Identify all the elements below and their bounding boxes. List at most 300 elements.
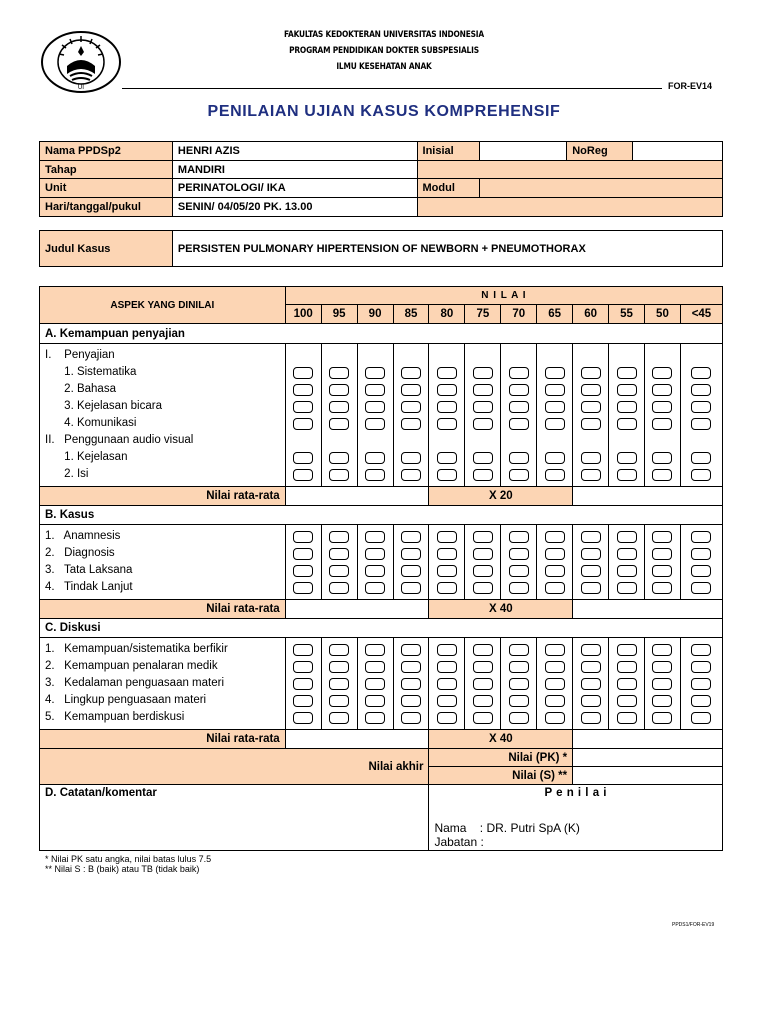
score-checkbox[interactable] [293,582,313,594]
score-checkbox[interactable] [509,661,529,673]
score-checkbox[interactable] [365,644,385,656]
score-checkbox[interactable] [617,565,637,577]
score-checkbox[interactable] [365,367,385,379]
weighted-field-a[interactable] [573,487,723,506]
score-checkbox[interactable] [437,548,457,560]
score-checkbox[interactable] [545,469,565,481]
score-checkbox[interactable] [691,367,711,379]
score-checkbox[interactable] [509,401,529,413]
score-checkbox[interactable] [509,712,529,724]
section-c-title: C. Diskusi [40,619,723,638]
score-checkbox[interactable] [509,418,529,430]
penilai-block [429,785,723,851]
score-checkbox[interactable] [652,678,672,690]
score-checkbox[interactable] [365,712,385,724]
score-checkbox[interactable] [401,531,421,543]
score-checkbox[interactable] [473,661,493,673]
modul-label: Modul [417,179,480,198]
score-checkbox[interactable] [437,469,457,481]
score-85: 85 [393,305,429,324]
score-checkbox-column [285,344,321,487]
avg-label-a: Nilai rata-rata [40,487,286,506]
score-checkbox[interactable] [581,582,601,594]
score-checkbox-column [573,638,609,730]
nama-label: Nama PPDSp2 [40,142,173,161]
score-checkbox[interactable] [365,469,385,481]
score-checkbox[interactable] [365,695,385,707]
score-checkbox[interactable] [365,661,385,673]
score-checkbox-column [644,344,680,487]
score-checkbox-column [537,525,573,600]
score-checkbox[interactable] [473,565,493,577]
score-checkbox[interactable] [293,401,313,413]
score-70: 70 [501,305,537,324]
score-checkbox[interactable] [365,384,385,396]
score-checkbox[interactable] [293,452,313,464]
score-checkbox[interactable] [401,418,421,430]
svg-text:UI: UI [77,84,85,91]
score-checkbox-column [321,344,357,487]
section-a-items [40,344,286,487]
score-checkbox[interactable] [545,582,565,594]
score-checkbox[interactable] [691,401,711,413]
participant-info-table [39,141,723,217]
score-checkbox[interactable] [652,582,672,594]
document-code: PPDS1/FOR-EV19 [672,922,715,928]
score-checkbox[interactable] [617,367,637,379]
score-checkbox[interactable] [473,469,493,481]
footnote-s: ** Nilai S : B (baik) atau TB (tidak baik) [45,864,200,874]
case-title-table [39,230,723,267]
score-checkbox-column [393,638,429,730]
score-checkbox[interactable] [365,418,385,430]
score-checkbox[interactable] [473,452,493,464]
score-checkbox[interactable] [652,469,672,481]
score-checkbox[interactable] [293,531,313,543]
score-checkbox[interactable] [545,452,565,464]
score-checkbox[interactable] [329,695,349,707]
score-checkbox[interactable] [329,401,349,413]
score-checkbox-column [644,638,680,730]
multiplier-c: X 40 [429,730,573,749]
score-checkbox[interactable] [691,712,711,724]
avg-field-b[interactable] [285,600,429,619]
score-checkbox[interactable] [329,582,349,594]
score-checkbox-column [680,638,722,730]
item-penyajian: I. Penyajian [45,349,115,361]
score-checkbox[interactable] [691,582,711,594]
score-checkbox-column [321,525,357,600]
score-checkbox[interactable] [581,384,601,396]
item-kejelasan-bicara: 3. Kejelasan bicara [45,400,162,412]
item-penalaran-medik: 2. Kemampuan penalaran medik [45,660,218,672]
score-checkbox[interactable] [437,418,457,430]
score-checkbox[interactable] [473,531,493,543]
score-checkbox[interactable] [691,469,711,481]
score-checkbox[interactable] [617,418,637,430]
score-checkbox[interactable] [329,531,349,543]
score-checkbox[interactable] [691,644,711,656]
score-checkbox-column [501,525,537,600]
score-checkbox[interactable] [293,418,313,430]
score-checkbox[interactable] [401,367,421,379]
item-komunikasi: 4. Komunikasi [45,417,137,429]
score-checkbox[interactable] [652,452,672,464]
score-checkbox[interactable] [401,452,421,464]
score-checkbox[interactable] [652,384,672,396]
section-b-title: B. Kasus [40,506,723,525]
score-60: 60 [573,305,609,324]
score-checkbox[interactable] [329,469,349,481]
score-checkbox[interactable] [293,661,313,673]
section-a-title: A. Kemampuan penyajian [40,324,723,344]
nilai-s-field[interactable] [573,767,723,785]
score-checkbox-column [573,525,609,600]
score-checkbox[interactable] [545,695,565,707]
score-checkbox[interactable] [581,661,601,673]
item-diagnosis: 2. Diagnosis [45,547,115,559]
score-checkbox[interactable] [691,452,711,464]
score-checkbox[interactable] [401,582,421,594]
score-checkbox[interactable] [473,712,493,724]
score-checkbox[interactable] [329,548,349,560]
score-checkbox-column [680,525,722,600]
score-checkbox[interactable] [652,644,672,656]
score-checkbox[interactable] [473,548,493,560]
score-checkbox[interactable] [545,384,565,396]
score-checkbox[interactable] [509,367,529,379]
score-checkbox-column [393,344,429,487]
score-checkbox[interactable] [652,418,672,430]
score-checkbox[interactable] [509,531,529,543]
header-rule [122,88,662,89]
item-sistematika-berfikir: 1. Kemampuan/sistematika berfikir [45,643,228,655]
score-checkbox[interactable] [545,367,565,379]
score-checkbox[interactable] [691,695,711,707]
score-checkbox[interactable] [473,678,493,690]
score-checkbox[interactable] [581,367,601,379]
score-checkbox[interactable] [437,531,457,543]
score-checkbox[interactable] [581,548,601,560]
score-checkbox-column [465,525,501,600]
score-75: 75 [465,305,501,324]
score-checkbox-column [357,638,393,730]
score-checkbox-column [321,638,357,730]
weighted-field-c[interactable] [573,730,723,749]
score-checkbox[interactable] [652,367,672,379]
score-checkbox[interactable] [293,695,313,707]
score-checkbox[interactable] [293,548,313,560]
score-checkbox-column [680,344,722,487]
score-checkbox[interactable] [581,644,601,656]
score-checkbox[interactable] [581,565,601,577]
score-checkbox-column [537,344,573,487]
aspek-header: ASPEK YANG DINILAI [40,287,286,324]
score-checkbox-column [465,638,501,730]
score-checkbox[interactable] [401,469,421,481]
score-checkbox[interactable] [581,401,601,413]
item-tata-laksana: 3. Tata Laksana [45,564,133,576]
score-checkbox[interactable] [509,469,529,481]
item-lingkup-materi: 4. Lingkup penguasaan materi [45,694,207,706]
score-checkbox[interactable] [617,548,637,560]
score-checkbox[interactable] [617,644,637,656]
score-checkbox[interactable] [293,644,313,656]
multiplier-b: X 40 [429,600,573,619]
score-checkbox[interactable] [401,695,421,707]
score-lt45: <45 [680,305,722,324]
score-checkbox[interactable] [617,452,637,464]
tahap-value[interactable]: MANDIRI [172,161,417,179]
item-bahasa: 2. Bahasa [45,383,116,395]
score-checkbox[interactable] [437,452,457,464]
score-checkbox[interactable] [329,452,349,464]
score-checkbox-column [393,525,429,600]
nama-value[interactable]: HENRI AZIS [172,142,417,161]
item-anamnesis: 1. Anamnesis [45,530,121,542]
item-tindak-lanjut: 4. Tindak Lanjut [45,581,133,593]
score-checkbox[interactable] [329,367,349,379]
noreg-label: NoReg [567,142,633,161]
score-checkbox[interactable] [509,452,529,464]
score-checkbox[interactable] [329,712,349,724]
score-checkbox[interactable] [329,565,349,577]
score-checkbox[interactable] [652,565,672,577]
item-audio-visual: II. Penggunaan audio visual [45,434,194,446]
score-90: 90 [357,305,393,324]
score-checkbox[interactable] [473,695,493,707]
score-checkbox[interactable] [581,452,601,464]
section-c-items [40,638,286,730]
footnote-pk: * Nilai PK satu angka, nilai batas lulus 7.5 [45,854,212,864]
score-checkbox-column [501,638,537,730]
score-checkbox[interactable] [617,384,637,396]
score-checkbox[interactable] [691,565,711,577]
score-checkbox[interactable] [581,469,601,481]
score-checkbox[interactable] [401,384,421,396]
inisial-field[interactable] [480,142,567,161]
score-checkbox[interactable] [691,384,711,396]
judul-label: Judul Kasus [40,231,173,267]
score-checkbox[interactable] [581,418,601,430]
nilai-header: N I L A I [285,287,722,305]
score-checkbox[interactable] [617,531,637,543]
score-checkbox[interactable] [691,678,711,690]
faculty-name: FAKULTAS KEDOKTERAN UNIVERSITAS INDONESIA [284,30,484,40]
score-checkbox[interactable] [365,452,385,464]
score-checkbox[interactable] [473,644,493,656]
score-50: 50 [644,305,680,324]
score-checkbox[interactable] [545,401,565,413]
score-checkbox[interactable] [293,565,313,577]
score-checkbox[interactable] [365,678,385,690]
score-checkbox[interactable] [293,367,313,379]
score-checkbox[interactable] [365,565,385,577]
score-checkbox[interactable] [691,548,711,560]
item-kedalaman-materi: 3. Kedalaman penguasaan materi [45,677,225,689]
score-checkbox[interactable] [652,695,672,707]
score-checkbox[interactable] [329,661,349,673]
score-checkbox[interactable] [365,531,385,543]
score-checkbox[interactable] [473,384,493,396]
score-checkbox[interactable] [437,661,457,673]
score-checkbox[interactable] [545,678,565,690]
score-checkbox[interactable] [401,678,421,690]
score-checkbox[interactable] [401,401,421,413]
score-checkbox-column [285,525,321,600]
score-checkbox[interactable] [473,582,493,594]
score-checkbox-column [501,344,537,487]
judul-value[interactable]: PERSISTEN PULMONARY HIPERTENSION OF NEWBORN + PNEUMOTHORAX [172,231,722,267]
score-checkbox[interactable] [691,531,711,543]
score-checkbox[interactable] [401,565,421,577]
score-checkbox[interactable] [617,695,637,707]
avg-label-b: Nilai rata-rata [40,600,286,619]
item-isi: 2. Isi [45,468,89,480]
avg-field-a[interactable] [285,487,429,506]
hari-label: Hari/tanggal/pukul [40,198,173,217]
score-checkbox[interactable] [509,548,529,560]
nilai-pk-field[interactable] [573,749,723,767]
score-checkbox-column [609,344,645,487]
score-checkbox[interactable] [293,712,313,724]
score-checkbox[interactable] [652,661,672,673]
score-checkbox[interactable] [293,678,313,690]
score-checkbox[interactable] [617,712,637,724]
score-checkbox-column [429,525,465,600]
score-checkbox[interactable] [509,695,529,707]
score-checkbox[interactable] [652,712,672,724]
score-checkbox[interactable] [509,678,529,690]
department-name: ILMU KESEHATAN ANAK [336,62,432,72]
section-b-items [40,525,286,600]
item-berdiskusi: 5. Kemampuan berdiskusi [45,711,185,723]
score-checkbox[interactable] [545,418,565,430]
score-checkbox[interactable] [617,582,637,594]
score-checkbox[interactable] [473,418,493,430]
score-checkbox-column [429,344,465,487]
penilai-jabatan: Jabatan : [434,835,484,849]
score-checkbox[interactable] [329,678,349,690]
score-checkbox[interactable] [365,548,385,560]
score-checkbox-column [357,525,393,600]
score-checkbox[interactable] [652,548,672,560]
tahap-label: Tahap [40,161,173,179]
score-checkbox[interactable] [293,469,313,481]
item-sistematika: 1. Sistematika [45,366,137,378]
inisial-label: Inisial [417,142,480,161]
unit-value[interactable]: PERINATOLOGI/ IKA [172,179,417,198]
section-d-title: D. Catatan/komentar [45,787,157,799]
score-checkbox[interactable] [691,418,711,430]
score-checkbox[interactable] [401,712,421,724]
avg-label-c: Nilai rata-rata [40,730,286,749]
score-checkbox[interactable] [365,582,385,594]
score-checkbox[interactable] [437,678,457,690]
score-checkbox[interactable] [437,367,457,379]
score-checkbox[interactable] [401,644,421,656]
modul-field[interactable] [480,179,723,198]
score-checkbox[interactable] [293,384,313,396]
score-checkbox[interactable] [581,678,601,690]
penilai-title: P e n i l a i [544,787,607,799]
score-checkbox[interactable] [509,644,529,656]
score-checkbox[interactable] [581,712,601,724]
score-65: 65 [537,305,573,324]
blank-cell [417,198,722,217]
score-80: 80 [429,305,465,324]
page-title: PENILAIAN UJIAN KASUS KOMPREHENSIF [207,103,561,120]
form-number: FOR-EV14 [668,81,713,91]
score-checkbox[interactable] [473,401,493,413]
score-checkbox-column [609,525,645,600]
score-checkbox[interactable] [437,401,457,413]
score-checkbox[interactable] [545,565,565,577]
score-checkbox-column [285,638,321,730]
score-checkbox[interactable] [473,367,493,379]
score-checkbox[interactable] [509,565,529,577]
unit-label: Unit [40,179,173,198]
score-checkbox[interactable] [329,418,349,430]
catatan-field[interactable] [40,785,429,851]
score-100: 100 [285,305,321,324]
hari-value[interactable]: SENIN/ 04/05/20 PK. 13.00 [172,198,417,217]
score-checkbox[interactable] [617,661,637,673]
score-checkbox[interactable] [437,384,457,396]
score-checkbox[interactable] [509,384,529,396]
score-checkbox[interactable] [652,531,672,543]
program-name: PROGRAM PENDIDIKAN DOKTER SUBSPESIALIS [289,46,479,56]
score-checkbox[interactable] [437,644,457,656]
score-checkbox[interactable] [617,469,637,481]
score-checkbox[interactable] [617,401,637,413]
score-checkbox[interactable] [437,582,457,594]
score-checkbox[interactable] [545,661,565,673]
score-checkbox[interactable] [401,548,421,560]
score-checkbox[interactable] [401,661,421,673]
score-checkbox[interactable] [545,712,565,724]
score-checkbox[interactable] [581,695,601,707]
score-checkbox[interactable] [437,695,457,707]
score-checkbox[interactable] [509,582,529,594]
score-checkbox[interactable] [545,644,565,656]
item-kejelasan: 1. Kejelasan [45,451,128,463]
assessment-grid [39,286,723,851]
score-checkbox[interactable] [581,531,601,543]
score-checkbox[interactable] [545,531,565,543]
score-55: 55 [609,305,645,324]
multiplier-a: X 20 [429,487,573,506]
score-checkbox[interactable] [617,678,637,690]
noreg-field[interactable] [633,142,723,161]
score-checkbox[interactable] [652,401,672,413]
avg-field-c[interactable] [285,730,429,749]
nilai-pk-label: Nilai (PK) * [429,749,573,767]
score-checkbox[interactable] [365,401,385,413]
penilai-nama: Nama : DR. Putri SpA (K) [434,821,580,835]
score-checkbox[interactable] [691,661,711,673]
score-checkbox-column [573,344,609,487]
nilai-akhir-label: Nilai akhir [40,749,429,785]
score-checkbox[interactable] [329,644,349,656]
score-checkbox-column [537,638,573,730]
score-checkbox[interactable] [545,548,565,560]
score-checkbox[interactable] [329,384,349,396]
score-checkbox[interactable] [437,712,457,724]
weighted-field-b[interactable] [573,600,723,619]
score-checkbox-column [644,525,680,600]
score-checkbox[interactable] [437,565,457,577]
